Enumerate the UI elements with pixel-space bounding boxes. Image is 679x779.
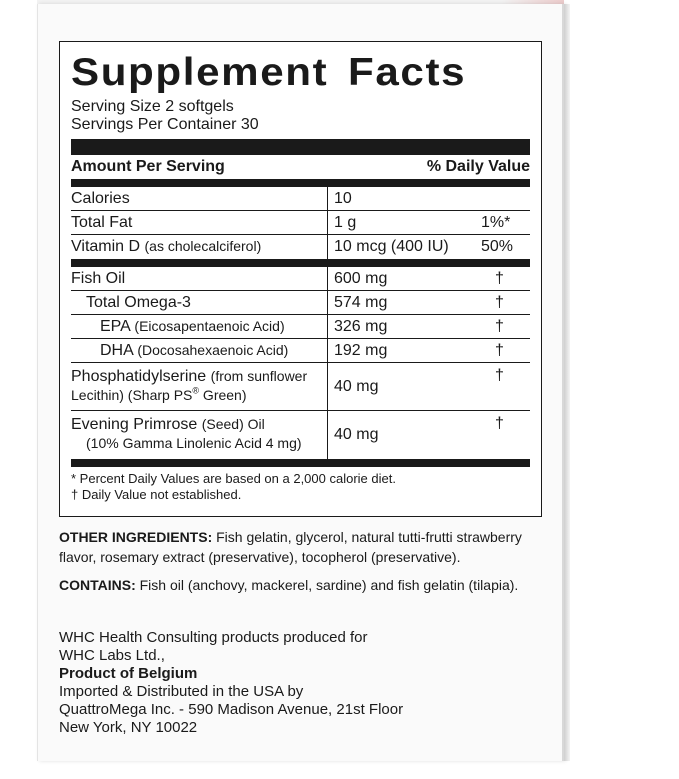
company-info <box>59 629 529 737</box>
nutrient-row-calories <box>71 187 530 211</box>
nutrient-amount: 600 mg <box>327 267 387 290</box>
product-origin: Product of Belgium <box>59 665 198 682</box>
nutrient-name-group <box>71 415 302 453</box>
nutrient-row-omega-3 <box>71 291 530 315</box>
other-ingredients-label: OTHER INGREDIENTS: <box>59 529 213 545</box>
nutrient-name-group <box>71 318 285 336</box>
nutrient-name: Vitamin D <box>71 238 141 255</box>
nutrient-row-evening-primrose <box>71 411 530 459</box>
nutrient-name-note: (as cholecalciferol) <box>144 238 262 254</box>
nutrient-amount: 40 mg <box>327 411 378 459</box>
nutrient-name-line2-end: Green) <box>199 387 247 403</box>
other-ingredients <box>59 528 549 568</box>
company-line-3: Imported & Distributed in the USA by <box>59 683 304 700</box>
nutrient-dv: † <box>495 415 504 432</box>
header-divider <box>71 179 530 187</box>
bottom-divider <box>71 459 530 467</box>
nutrient-name-group <box>71 367 307 405</box>
nutrient-name-note: (Eicosapentaenoic Acid) <box>134 318 285 334</box>
nutrient-dv: 50% <box>481 238 514 255</box>
section-divider <box>71 259 530 267</box>
nutrient-name: Calories <box>71 190 130 207</box>
nutrient-row-fish-oil <box>71 267 530 291</box>
serving-size: Serving Size 2 softgels <box>71 98 234 115</box>
contains-text: Fish oil (anchovy, mackerel, sardine) and fish gelatin (tilapia). <box>135 577 519 593</box>
company-line-1: WHC Health Consulting products produced for <box>59 629 368 646</box>
nutrient-name: DHA <box>100 342 133 359</box>
box-side-edge <box>564 4 570 761</box>
contains-label: CONTAINS: <box>59 577 136 593</box>
nutrient-name-note: (Seed) Oil <box>201 416 265 432</box>
nutrient-name: Evening Primrose <box>71 416 198 433</box>
nutrient-name-note: (Docosahexaenoic Acid) <box>137 342 289 358</box>
registered-mark: ® <box>192 385 200 396</box>
footnotes <box>71 471 530 503</box>
footnote-dagger: † Daily Value not established. <box>71 487 242 502</box>
nutrient-amount: 326 mg <box>327 315 387 338</box>
nutrient-name-note: (from sunflower <box>210 368 308 384</box>
nutrient-row-vitamin-d <box>71 235 530 259</box>
nutrient-name: Total Omega-3 <box>86 294 191 311</box>
nutrient-amount: 10 <box>327 187 352 210</box>
nutrient-name-group <box>71 238 261 256</box>
nutrient-row-total-fat <box>71 211 530 235</box>
nutrient-name: Fish Oil <box>71 270 126 287</box>
nutrient-amount: 10 mcg (400 IU) <box>327 235 449 259</box>
nutrient-dv: 1%* <box>481 214 511 231</box>
nutrient-row-phosphatidylserine <box>71 363 530 411</box>
nutrient-amount: 574 mg <box>327 291 387 314</box>
nutrient-row-epa <box>71 315 530 339</box>
nutrient-row-dha <box>71 339 530 363</box>
facts-title: Supplement Facts <box>71 51 467 94</box>
thick-divider <box>71 139 530 155</box>
nutrient-name-line2: Lecithin) (Sharp PS <box>71 387 193 403</box>
nutrient-dv: † <box>495 318 504 335</box>
nutrient-name: EPA <box>100 318 130 335</box>
other-ingredients-text: Fish gelatin, glycerol, natural tutti-frutti strawberry flavor, rosemary extract (preservative), tocopherol (preservative). <box>59 529 522 565</box>
servings-per-container: Servings Per Container 30 <box>71 116 259 133</box>
company-line-2: WHC Labs Ltd., <box>59 647 165 664</box>
nutrient-amount: 1 g <box>327 211 356 234</box>
nutrient-dv: † <box>495 367 504 384</box>
nutrient-amount: 192 mg <box>327 339 387 362</box>
nutrient-name: Phosphatidylserine <box>71 368 207 385</box>
company-line-4: QuattroMega Inc. - 590 Madison Avenue, 21st Floor <box>59 701 404 718</box>
nutrient-name-line2: (10% Gamma Linolenic Acid 4 mg) <box>86 435 302 451</box>
nutrient-name: Total Fat <box>71 214 133 231</box>
contains-statement <box>59 576 549 596</box>
company-line-5: New York, NY 10022 <box>59 719 198 736</box>
daily-value-header: % Daily Value <box>426 158 530 175</box>
nutrient-name-group <box>71 342 288 360</box>
facts-header-row <box>71 158 530 179</box>
nutrient-amount: 40 mg <box>327 363 378 410</box>
nutrient-dv: † <box>495 342 504 359</box>
nutrient-dv: † <box>495 294 504 311</box>
supplement-facts-panel <box>59 41 542 517</box>
footnote-daily-values: * Percent Daily Values are based on a 2,000 calorie diet. <box>71 471 396 486</box>
ingredients-section <box>59 528 549 596</box>
amount-per-serving-header: Amount Per Serving <box>71 158 225 175</box>
nutrient-dv: † <box>495 270 504 287</box>
